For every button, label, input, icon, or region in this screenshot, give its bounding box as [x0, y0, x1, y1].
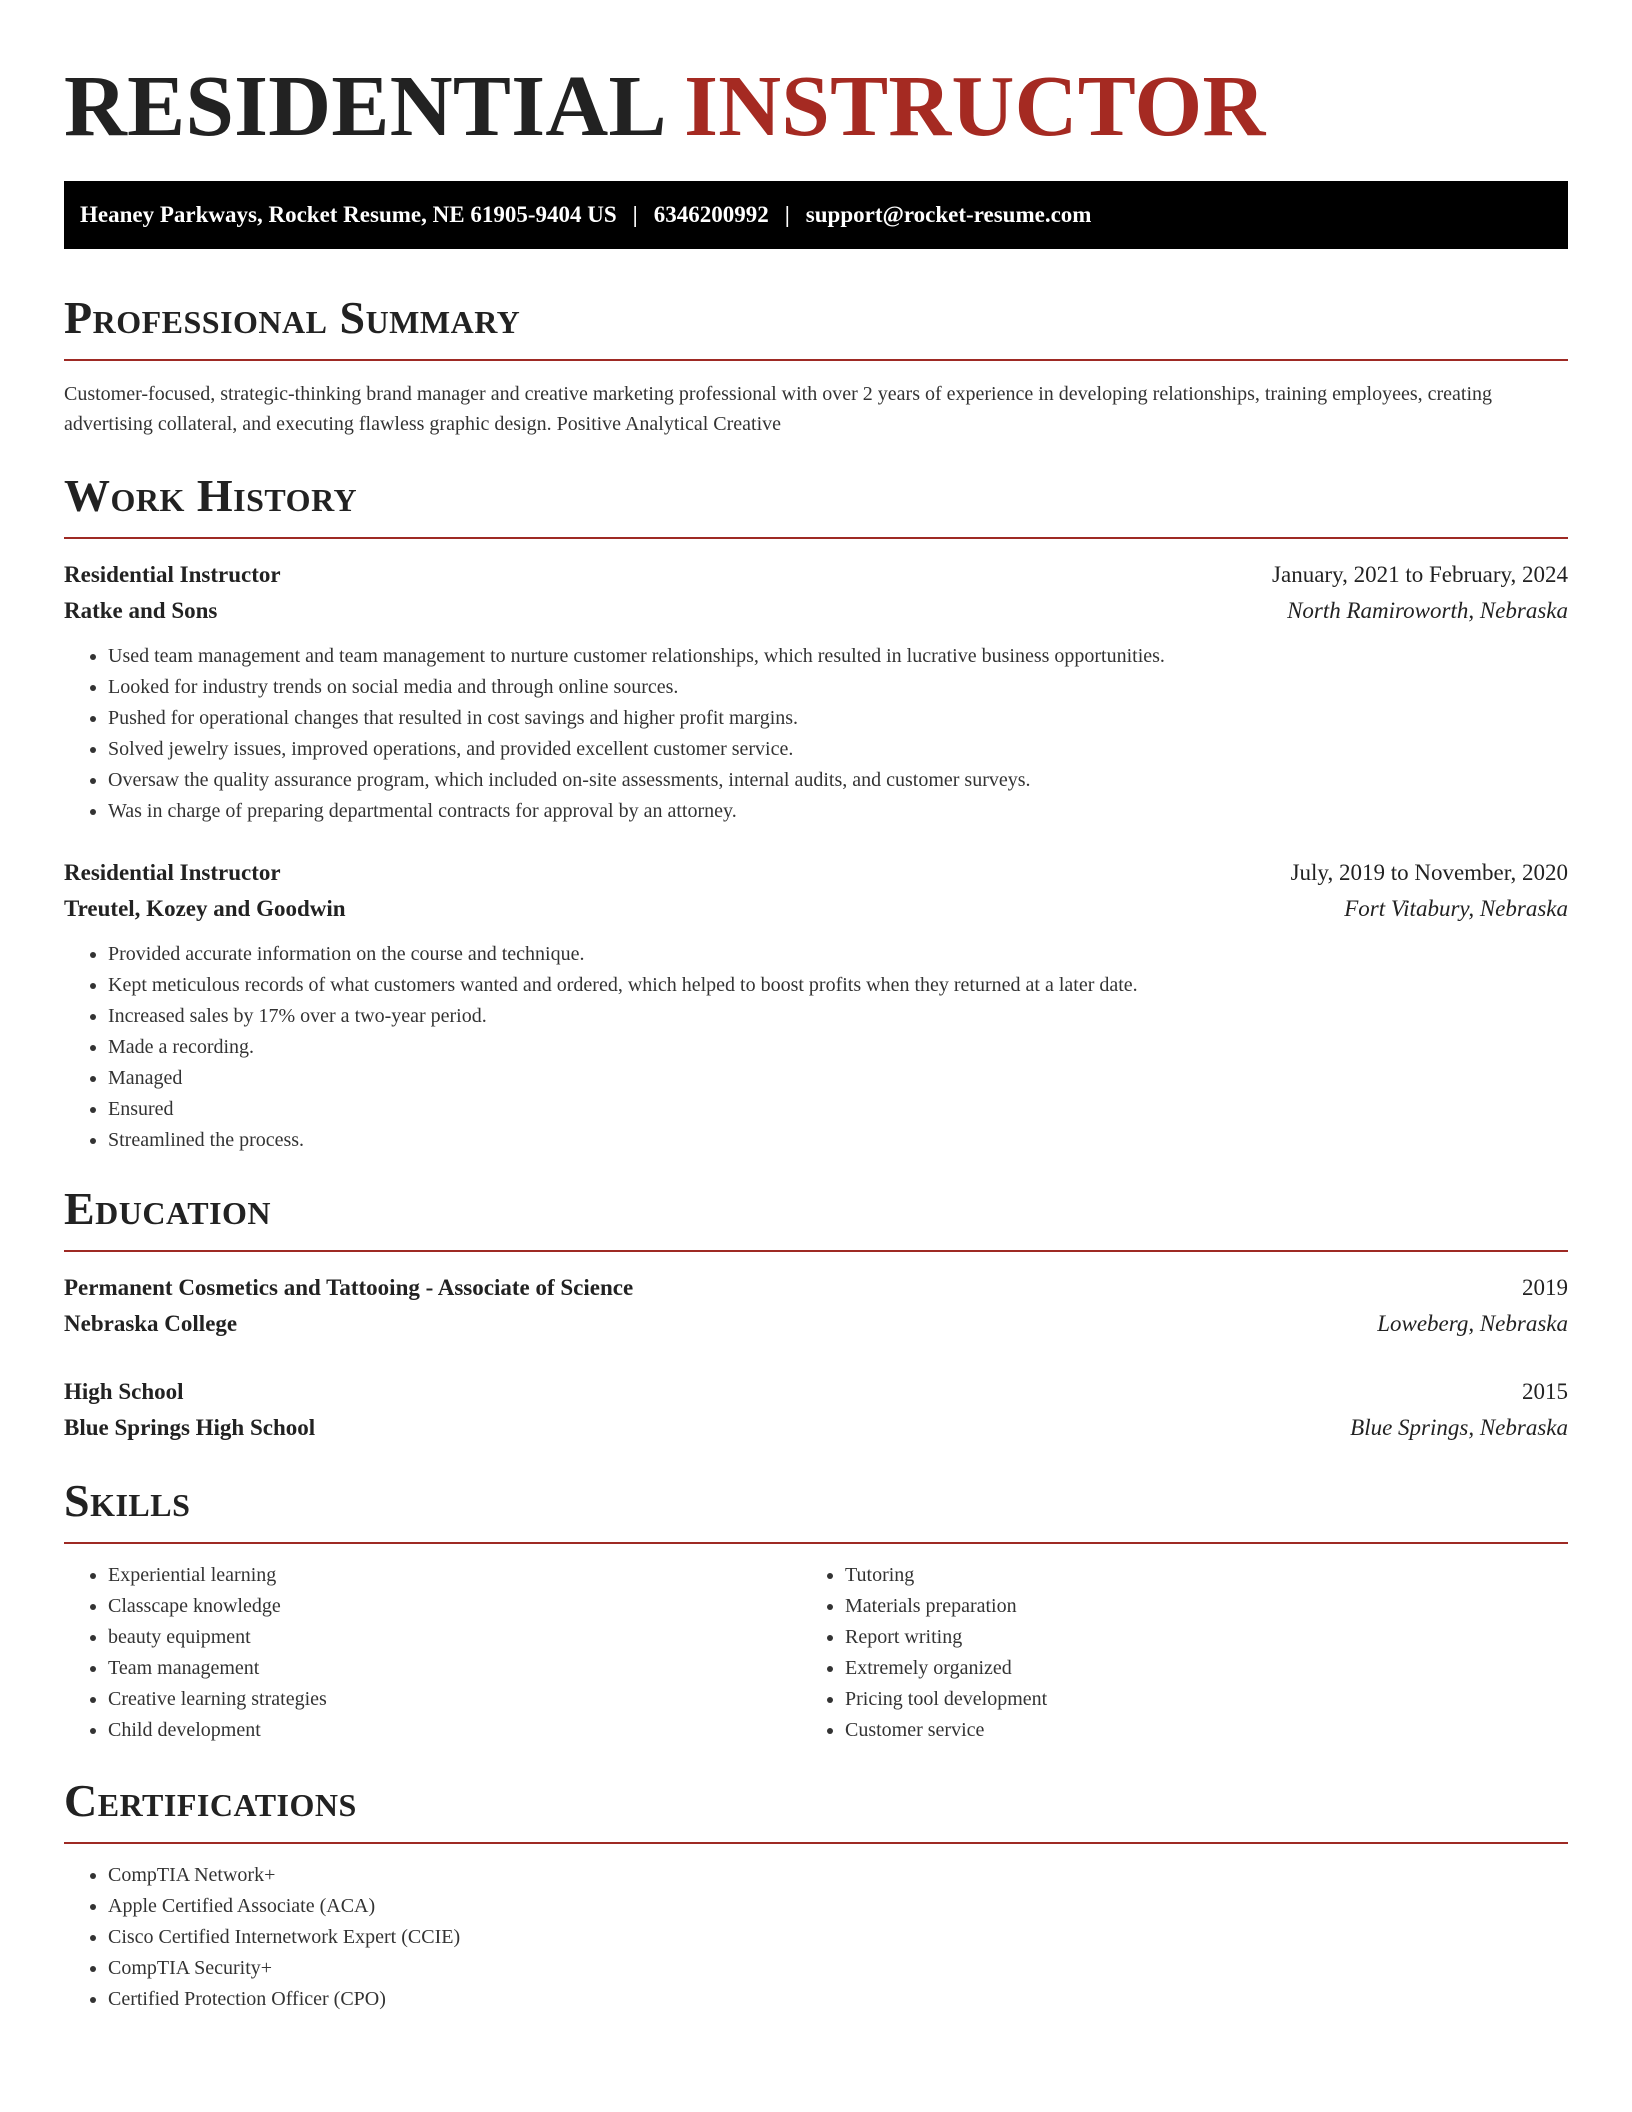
- skills-section: [64, 1475, 1568, 1746]
- list-item: • Kept meticulous records of what customers wanted and ordered, which helped to boost profits when they returned at a later date.: [108, 970, 1568, 1001]
- education-entry: [64, 1270, 1568, 1342]
- summary-section: [64, 292, 1568, 439]
- list-item: • Oversaw the quality assurance program, which included on-site assessments, internal audits, and customer surveys.: [108, 765, 1568, 796]
- section-divider: [64, 537, 1568, 539]
- job-company: Treutel, Kozey and Goodwin: [64, 896, 346, 921]
- contact-separator: |: [632, 202, 638, 227]
- summary-text: Customer-focused, strategic-thinking brand manager and creative marketing professional with over 2 years of experience in developing relationships, training employees, creating advertising collateral, and executing flawless graphic design. Positive Analytical Creative: [64, 383, 1493, 435]
- skills-column-right: [801, 1560, 1538, 1746]
- education-header-row: [64, 1374, 1568, 1410]
- education-school-row: [64, 1306, 1568, 1342]
- job-bullets: [64, 939, 1568, 1156]
- job-dates: January, 2021 to February, 2024: [1272, 562, 1568, 587]
- job-dates: July, 2019 to November, 2020: [1290, 860, 1568, 885]
- contact-separator: |: [784, 202, 790, 227]
- list-item: • Provided accurate information on the course and technique.: [108, 939, 1568, 970]
- education-school-row: [64, 1410, 1568, 1446]
- contact-email: support@rocket-resume.com: [805, 202, 1092, 227]
- job-company-row: [64, 891, 1568, 927]
- job-header-row: [64, 557, 1568, 593]
- list-item: • Increased sales by 17% over a two-year period.: [108, 1001, 1568, 1032]
- list-item: • Pushed for operational changes that resulted in cost savings and higher profit margins.: [108, 703, 1568, 734]
- education-school: Blue Springs High School: [64, 1415, 316, 1440]
- job-header-row: [64, 855, 1568, 891]
- job-entry: [64, 855, 1568, 1156]
- section-divider: [64, 1842, 1568, 1844]
- skill-item: • Tutoring: [845, 1560, 1538, 1591]
- list-item: • Solved jewelry issues, improved operations, and provided excellent customer service.: [108, 734, 1568, 765]
- skills-column-left: [64, 1560, 801, 1746]
- job-company: Ratke and Sons: [64, 598, 218, 623]
- job-entry: [64, 557, 1568, 827]
- education-location: Loweberg, Nebraska: [1377, 1311, 1568, 1336]
- contact-bar: [64, 181, 1568, 249]
- job-location: North Ramiroworth, Nebraska: [1287, 598, 1568, 623]
- certifications-section: [64, 1775, 1568, 2015]
- education-year: 2015: [1522, 1379, 1568, 1404]
- section-divider: [64, 1250, 1568, 1252]
- certification-item: • CompTIA Network+: [108, 1860, 1568, 1891]
- name-first: RESIDENTIAL: [64, 57, 663, 154]
- education-location: Blue Springs, Nebraska: [1350, 1415, 1568, 1440]
- job-bullets: [64, 641, 1568, 827]
- skill-item: • beauty equipment: [108, 1622, 801, 1653]
- certification-item: • Certified Protection Officer (CPO): [108, 1984, 1568, 2015]
- section-title-certifications: Certifications: [64, 1775, 357, 1826]
- job-position: Residential Instructor: [64, 562, 281, 587]
- education-degree: Permanent Cosmetics and Tattooing - Associate of Science: [64, 1275, 634, 1300]
- skill-item: • Pricing tool development: [845, 1684, 1538, 1715]
- section-divider: [64, 359, 1568, 361]
- education-section: [64, 1183, 1568, 1446]
- job-company-row: [64, 593, 1568, 629]
- section-title-skills: Skills: [64, 1475, 191, 1526]
- section-title-work: Work History: [64, 470, 358, 521]
- skill-item: • Extremely organized: [845, 1653, 1538, 1684]
- job-position: Residential Instructor: [64, 860, 281, 885]
- skills-grid: [64, 1560, 1568, 1746]
- list-item: • Made a recording.: [108, 1032, 1568, 1063]
- skill-item: • Team management: [108, 1653, 801, 1684]
- education-header-row: [64, 1270, 1568, 1306]
- list-item: • Streamlined the process.: [108, 1125, 1568, 1156]
- education-year: 2019: [1522, 1275, 1568, 1300]
- skill-item: • Creative learning strategies: [108, 1684, 801, 1715]
- section-divider: [64, 1542, 1568, 1544]
- skill-item: • Experiential learning: [108, 1560, 801, 1591]
- skill-item: • Customer service: [845, 1715, 1538, 1746]
- job-location: Fort Vitabury, Nebraska: [1344, 896, 1568, 921]
- education-school: Nebraska College: [64, 1311, 238, 1336]
- skill-item: • Child development: [108, 1715, 801, 1746]
- certifications-list: [64, 1860, 1568, 2015]
- certification-item: • Apple Certified Associate (ACA): [108, 1891, 1568, 1922]
- list-item: • Looked for industry trends on social media and through online sources.: [108, 672, 1568, 703]
- skill-item: • Report writing: [845, 1622, 1538, 1653]
- certification-item: • CompTIA Security+: [108, 1953, 1568, 1984]
- list-item: • Used team management and team management to nurture customer relationships, which resulted in lucrative business opportunities.: [108, 641, 1568, 672]
- certification-item: • Cisco Certified Internetwork Expert (CCIE): [108, 1922, 1568, 1953]
- list-item: • Was in charge of preparing departmental contracts for approval by an attorney.: [108, 796, 1568, 827]
- list-item: • Ensured: [108, 1094, 1568, 1125]
- contact-address: Heaney Parkways, Rocket Resume, NE 61905-9404 US: [80, 202, 617, 227]
- name-last: INSTRUCTOR: [684, 57, 1266, 154]
- education-degree: High School: [64, 1379, 184, 1404]
- resume-name: [64, 57, 1568, 154]
- section-title-education: Education: [64, 1183, 272, 1234]
- work-history-section: [64, 470, 1568, 1156]
- contact-phone: 6346200992: [653, 202, 769, 227]
- skill-item: • Classcape knowledge: [108, 1591, 801, 1622]
- education-entry: [64, 1374, 1568, 1446]
- section-title-summary: Professional Summary: [64, 292, 521, 343]
- list-item: • Managed: [108, 1063, 1568, 1094]
- skill-item: • Materials preparation: [845, 1591, 1538, 1622]
